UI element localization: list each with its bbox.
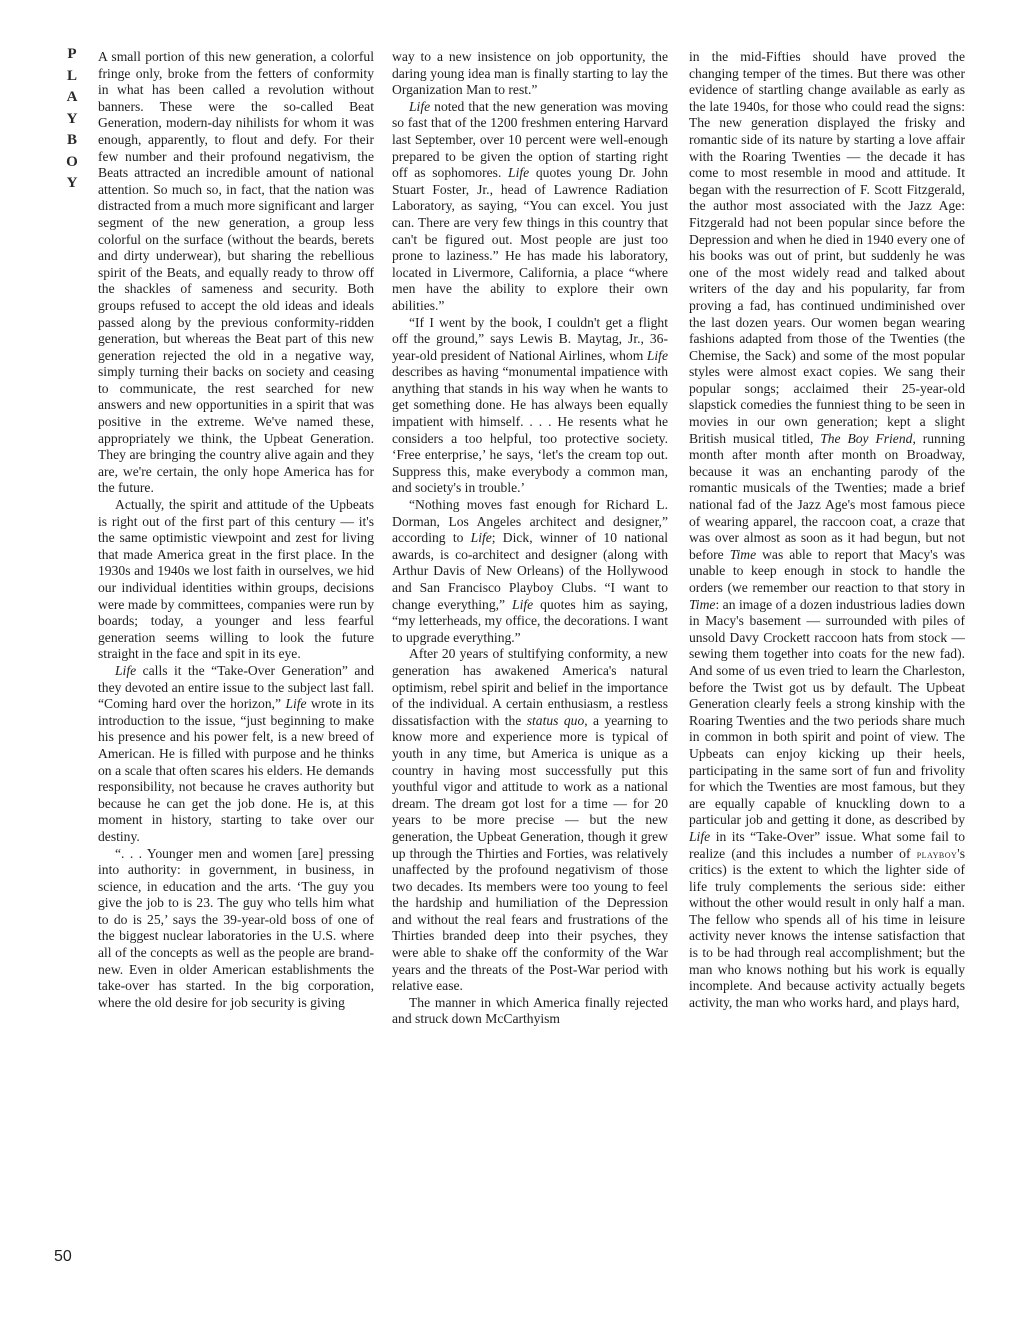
masthead-vertical [62,44,82,195]
article-paragraph: The manner in which America finally rejected and struck down McCarthyism [392,994,668,1027]
masthead-letter: P [67,46,77,62]
text-column-2 [392,49,668,1269]
article-paragraph: A small portion of this new generation, a colorful fringe only, broke from the fetters of conformity in what has been called a revolution without banners. These were the so-called Beat Generation, modern-day nihilists for whom it was enough, apparently, to flout and defy. For their few number and their profound negativism, the Beats attracted an incredible amount of national attention. So much so, in fact, that the nation was distracted from a much more significant and larger segment of the new generation, a group less colorful on the surface (without the beards, berets and dirty underwear), but sharing the rebellious spirit of the Beats, and equally ready to throw off the shackles of sameness and security. Both groups refused to accept the old ideas and ideals passed along by the previous conformity-ridden generation, but whereas the Beat part of this new generation rejected the old in a negative way, simply turning their backs on society and ceasing to communicate, the rest searched for new answers and new opportunities in a spirit that was positive in the extreme. We've named these, appropriately we think, the Upbeat Generation. They are bringing the country alive again and they are, we're certain, the only hope America has for the future. [98,49,374,496]
article-paragraph: Life noted that the new generation was moving so fast that of the 1200 freshmen entering Harvard last September, over 10 percent were well-enough prepared to be given the option of starting right off as sophomores. Life quotes young Dr. John Stuart Foster, Jr., head of Lawrence Radiation Laboratory, as saying, “You can excel. You just can. There are very few things in this country that can't be figured out. Most people are just too prone to laziness.” He has made his laboratory, located in Livermore, California, a place “where men have the ability to explore their own abilities.” [392,98,668,313]
masthead-letter: Y [66,175,78,191]
masthead-letter: L [66,67,77,84]
article-paragraph: “If I went by the book, I couldn't get a flight off the ground,” says Lewis B. Maytag, Jr., 36-year-old president of National Airlines, whom Life describes as having “monumental impatience with anything that stands in his way when he wants to get something done. He has always been equally impatient with himself. . . . He resents what he considers a too helpful, too protective society. ‘Free enterprise,’ he says, ‘let's the cream top out. Suppress this, make everybody a common man, and society's in trouble.’ [392,314,668,496]
article-paragraph: Actually, the spirit and attitude of the Upbeats is right out of the first part of this century — it's the same optimistic viewpoint and zest for living that made America great in the first place. In the 1930s and 1940s we lost faith in ourselves, we hid our individual identities within groups, decisions were made by committees, companies were run by boards; today, a younger and less fearful generation seems willing to look the future straight in the face and spit in its eye. [98,497,374,662]
masthead-letter: B [66,132,77,148]
page-number: 50 [54,1248,72,1265]
text-column-1 [98,49,374,1269]
article-paragraph: After 20 years of stultifying conformity, a new generation has awakened America's natural optimism, rebel spirit and belief in the importance of the individual. A certain enthusiasm, a restless dissatisfaction with the status quo, a yearning to know more and experience more is typical of youth in any time, but America is unique as a country in having most successfully put this youthful vigor and attitude to work as a national dream. The dream got lost for a time — for 20 years to be more precise — but the new generation, the Upbeat Generation, though it grew up through the Thirties and Forties, was relatively unaffected by the profound negativism of those two decades. Its members were too young to feel the hardship and humiliation of the Depression and without the real fears and frustrations of the Thirties branded deep into their psyches, they were able to shake off the conformity of the War years and the threats of the Post-War period with relative ease. [392,646,668,994]
article-paragraph: in the mid-Fifties should have proved the changing temper of the times. But there was other evidence of startling change available as early as the late 1940s, for those who could read the signs: The new generation displayed the frisky and romantic side of its nature by starting a love affair with the Roaring Twenties — the decade it has come to most resemble in mood and attitude. It began with the resurrection of F. Scott Fitzgerald, the author most associated with the Jazz Age: Fitzgerald had not been popular since before the Depression and when he died in 1940 every one of his books was out of print, but suddenly he was one of the most widely read and talked about writers of the day and his popularity, far from proving a fad, has continued undiminished over the last dozen years. Our women began wearing fashions adapted from those of the Twenties (the Chemise, the Sack) and some of the most popular styles were almost exact copies. We sang their popular songs; acclaimed their 25-year-old slapstick comedies the funniest thing to be seen in movies in our own generation; kept a slight British musical titled, The Boy Friend, running month after month after month on Broadway, because it was an enchanting parody of the romantic musicals of the Twenties; made a brief national fad of the Jazz Age's most famous piece of wearing apparel, the raccoon coat, a craze that was over almost as soon as it had begun, but not before Time was able to report that Macy's was unable to keep enough in stock to handle the orders (we remember our reaction to that story in Time: an image of a dozen industrious ladies down in Macy's basement — surrounded with piles of unsold Davy Crockett raccoon hats from stock — sewing them together into coats for the new fad). And some of us even tried to learn the Charleston, before the Twist got us by default. The Upbeat Generation clearly feels a strong kinship with the Roaring Twenties and the two periods share much in common in both spirit and point of view. The Upbeats can enjoy kicking up their heels, participating in the same sort of fun and frivolity for which the Twenties are most famous, but they are equally capable of knuckling down to a particular job and getting it done, as described by Life in its “Take-Over” issue. What some fail to realize (and this includes a number of playboy's critics) is the extent to which the lighter side of life truly complements the serious side: either without the other would result in only half a man. The fellow who spends all of his time in leisure activity never knows the intense satisfaction that is to be had through real accomplishment; but the man who knows nothing but his work is equally incomplete. And because activity actually begets activity, the man who works hard, and plays hard, [689,49,965,1010]
article-paragraph: “. . . Younger men and women [are] pressing into authority: in government, in business, in science, in education and the arts. ‘The guy you give the job to is 23. The guy who tells him what to do is 25,’ says the 39-year-old boss of one of the biggest nuclear laboratories in the U.S. where all of the concepts as well as the people are brand-new. Even in older American establishments the take-over has started. In the big corporation, where the old desire for job security is giving [98,845,374,1010]
masthead-letter: O [66,153,78,170]
article-paragraph: way to a new insistence on job opportunity, the daring young idea man is finally starting to lay the Organization Man to rest.” [392,49,668,98]
masthead-letter: A [66,89,78,105]
masthead-letter: Y [66,110,78,127]
article-paragraph: Life calls it the “Take-Over Generation” and they devoted an entire issue to the subject last fall. “Coming hard over the horizon,” Life wrote in its introduction to the issue, “just beginning to make his presence and his power felt, is a new breed of American. He is filled with purpose and he thinks on a scale that often scares his elders. He demands responsibility, not because he craves authority but because he can get the job done. He is, at this moment in history, starting to take over our destiny. [98,662,374,844]
text-column-3 [689,49,965,1269]
article-paragraph: “Nothing moves fast enough for Richard L. Dorman, Los Angeles architect and designer,” according to Life; Dick, winner of 10 national awards, is co-architect and designer (along with Arthur Davis of New Orleans) of the Hollywood and San Francisco Playboy Clubs. “I want to change everything,” Life quotes him as saying, “my letterheads, my office, the decorations. I want to upgrade everything.” [392,497,668,645]
